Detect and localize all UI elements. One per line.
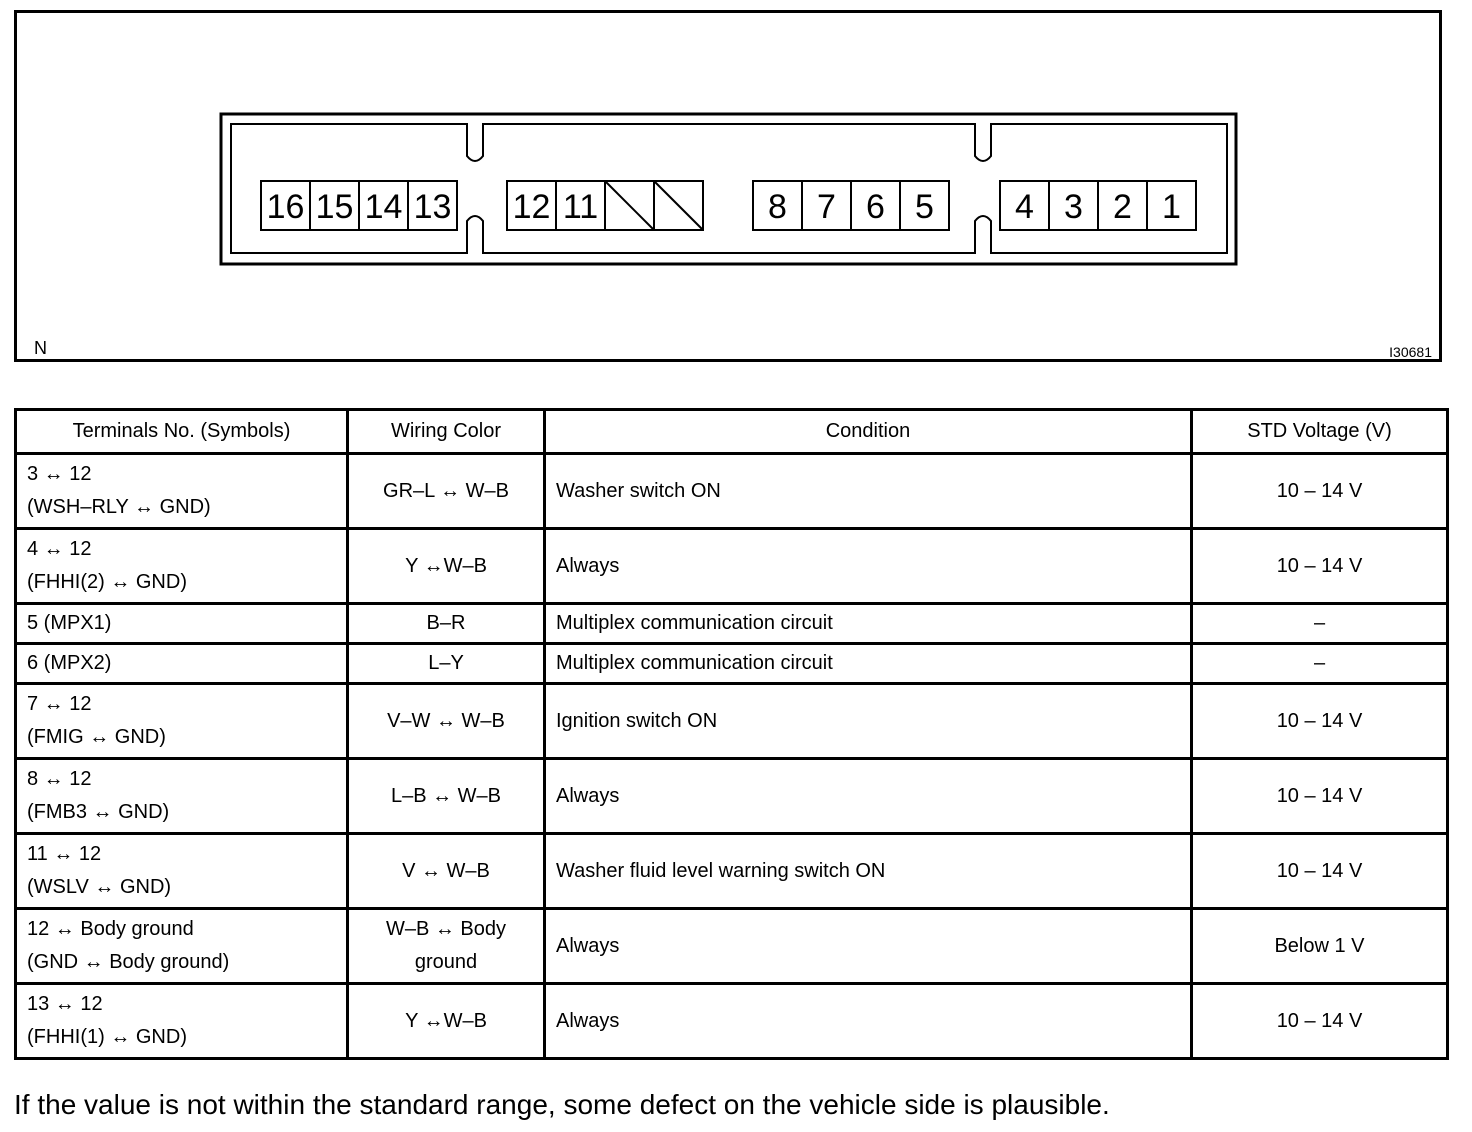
cell-terminal (16, 454, 348, 529)
cell-condition: Always (545, 759, 1192, 834)
cell-terminal (16, 684, 348, 759)
cell-wiring-color (348, 759, 545, 834)
wiring-color: L–B ↔ W–B (390, 784, 502, 807)
cell-condition: Ignition switch ON (545, 684, 1192, 759)
pin-label: 7 (817, 188, 836, 226)
cell-condition: Always (545, 909, 1192, 984)
terminal-pair: 8 ↔ 12 (27, 768, 92, 790)
wiring-color-cont: ground (414, 951, 478, 973)
terminal-pair: 7 ↔ 12 (27, 693, 92, 715)
cell-wiring-color (348, 644, 545, 684)
terminal-pair: 3 ↔ 12 (27, 463, 92, 485)
wiring-color: V–W ↔ W–B (387, 709, 505, 732)
terminal-pair: 5 (MPX1) (27, 612, 112, 634)
terminal-pair: 4 ↔ 12 (27, 538, 92, 560)
cell-std-voltage: Below 1 V (1192, 909, 1448, 984)
pin-label: 14 (364, 188, 403, 226)
table-row (16, 454, 1448, 529)
pin-label: 5 (915, 188, 934, 226)
cell-terminal (16, 529, 348, 604)
cell-condition: Washer fluid level warning switch ON (545, 834, 1192, 909)
terminal-pair: 12 ↔ Body ground (27, 918, 194, 940)
terminal-pair: 13 ↔ 12 (27, 993, 103, 1015)
cell-std-voltage: 10 – 14 V (1192, 529, 1448, 604)
cell-condition: Multiplex communication circuit (545, 644, 1192, 684)
terminal-symbols: (FHHI(1) ↔ GND) (27, 1026, 187, 1048)
table-header-row (16, 410, 1448, 454)
pin-label: 3 (1064, 188, 1083, 226)
cell-wiring-color (348, 684, 545, 759)
wiring-color: GR–L ↔ W–B (383, 479, 509, 502)
cell-std-voltage: – (1192, 604, 1448, 644)
cell-wiring-color (348, 529, 545, 604)
pin-label: 15 (315, 188, 354, 226)
table-row (16, 909, 1448, 984)
table-row (16, 684, 1448, 759)
wiring-color: V ↔ W–B (402, 859, 490, 882)
table-row (16, 644, 1448, 684)
cell-terminal (16, 984, 348, 1059)
cell-wiring-color (348, 984, 545, 1059)
figure-code: I30681 (1389, 344, 1432, 360)
wiring-color: L–Y (428, 652, 464, 674)
cell-wiring-color (348, 604, 545, 644)
cell-wiring-color (348, 454, 545, 529)
wiring-color: Y ↔W–B (405, 554, 487, 577)
figure-view-label: N (34, 338, 47, 358)
cell-std-voltage: 10 – 14 V (1192, 684, 1448, 759)
pin-label: 12 (512, 188, 551, 226)
pin-label: 11 (562, 188, 599, 226)
terminal-symbols: (WSLV ↔ GND) (27, 876, 172, 898)
table-row (16, 984, 1448, 1059)
pin-label: 16 (266, 188, 305, 226)
pin-label: 6 (866, 188, 885, 226)
cell-condition: Always (545, 984, 1192, 1059)
cell-terminal (16, 604, 348, 644)
terminal-symbols: (WSH–RLY ↔ GND) (27, 496, 211, 518)
header-wiring-color: Wiring Color (348, 410, 545, 454)
footnote: If the value is not within the standard range, some defect on the vehicle side is plausible. (14, 1089, 1110, 1120)
pin-label: 13 (413, 188, 452, 226)
cell-std-voltage: 10 – 14 V (1192, 454, 1448, 529)
table-row (16, 834, 1448, 909)
cell-std-voltage: 10 – 14 V (1192, 984, 1448, 1059)
terminal-spec-table (14, 408, 1449, 1060)
terminal-pair: 6 (MPX2) (27, 652, 112, 674)
terminal-symbols: (FHHI(2) ↔ GND) (27, 571, 187, 593)
header-condition: Condition (545, 410, 1192, 454)
connector-diagram (17, 13, 1439, 359)
connector-figure (14, 10, 1442, 362)
cell-condition: Washer switch ON (545, 454, 1192, 529)
terminal-symbols: (FMIG ↔ GND) (27, 726, 166, 748)
wiring-color: B–R (426, 612, 466, 634)
cell-wiring-color (348, 909, 545, 984)
wiring-color: W–B ↔ Body (385, 918, 507, 940)
cell-std-voltage: – (1192, 644, 1448, 684)
table-row (16, 759, 1448, 834)
table-row (16, 529, 1448, 604)
pin-label: 8 (768, 188, 787, 226)
cell-terminal (16, 759, 348, 834)
header-terminals: Terminals No. (Symbols) (16, 410, 348, 454)
cell-std-voltage: 10 – 14 V (1192, 759, 1448, 834)
cell-terminal (16, 644, 348, 684)
header-std-voltage: STD Voltage (V) (1192, 410, 1448, 454)
pin-label: 2 (1113, 188, 1132, 226)
cell-terminal (16, 909, 348, 984)
wiring-color: Y ↔W–B (405, 1009, 487, 1032)
pin-label: 4 (1015, 188, 1034, 226)
terminal-symbols: (FMB3 ↔ GND) (27, 801, 170, 823)
cell-wiring-color (348, 834, 545, 909)
cell-condition: Multiplex communication circuit (545, 604, 1192, 644)
table-row (16, 604, 1448, 644)
cell-condition: Always (545, 529, 1192, 604)
pin-label: 1 (1162, 188, 1181, 226)
terminal-pair: 11 ↔ 12 (27, 843, 102, 865)
cell-terminal (16, 834, 348, 909)
cell-std-voltage: 10 – 14 V (1192, 834, 1448, 909)
terminal-symbols: (GND ↔ Body ground) (27, 951, 230, 973)
